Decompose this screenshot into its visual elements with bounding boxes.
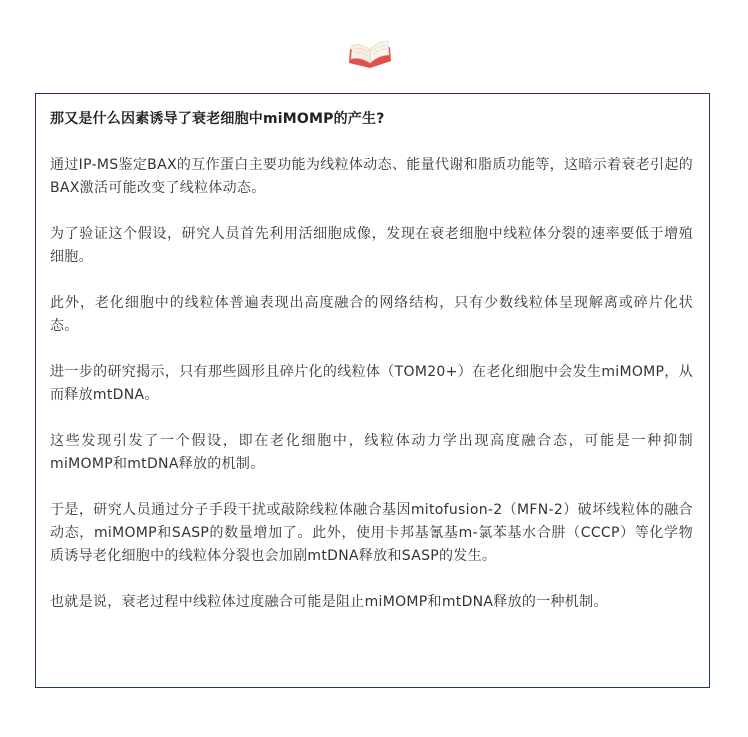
open-book-icon (347, 37, 393, 69)
article-paragraph: 也就是说，衰老过程中线粒体过度融合可能是阻止miMOMP和mtDNA释放的一种机制。 (50, 594, 608, 610)
article-heading: 那又是什么因素诱导了衰老细胞中miMOMP的产生? (50, 111, 385, 127)
article-paragraph: 进一步的研究揭示，只有那些圆形且碎片化的线粒体（TOM20+）在老化细胞中会发生miMOMP，从而释放mtDNA。 (50, 364, 693, 403)
article-paragraph: 于是，研究人员通过分子手段干扰或敲除线粒体融合基因mitofusion-2（MFN-2）破坏线粒体的融合动态，miMOMP和SASP的数量增加了。此外，使用卡邦基氰基m-氯苯基水合肼（CCCP）等化学物质诱导老化细胞中的线粒体分裂也会加剧mtDNA释放和SASP的发生。 (50, 502, 693, 564)
article-box (35, 93, 710, 688)
article-paragraph: 为了验证这个假设，研究人员首先利用活细胞成像，发现在衰老细胞中线粒体分裂的速率要低于增殖细胞。 (50, 226, 693, 265)
article-paragraph: 这些发现引发了一个假设，即在老化细胞中，线粒体动力学出现高度融合态，可能是一种抑制miMOMP和mtDNA释放的机制。 (50, 433, 693, 472)
article-paragraph: 通过IP-MS鉴定BAX的互作蛋白主要功能为线粒体动态、能量代谢和脂质功能等，这暗示着衰老引起的BAX激活可能改变了线粒体动态。 (50, 157, 693, 196)
article-paragraph: 此外，老化细胞中的线粒体普遍表现出高度融合的网络结构，只有少数线粒体呈现解离或碎片化状态。 (50, 295, 693, 334)
